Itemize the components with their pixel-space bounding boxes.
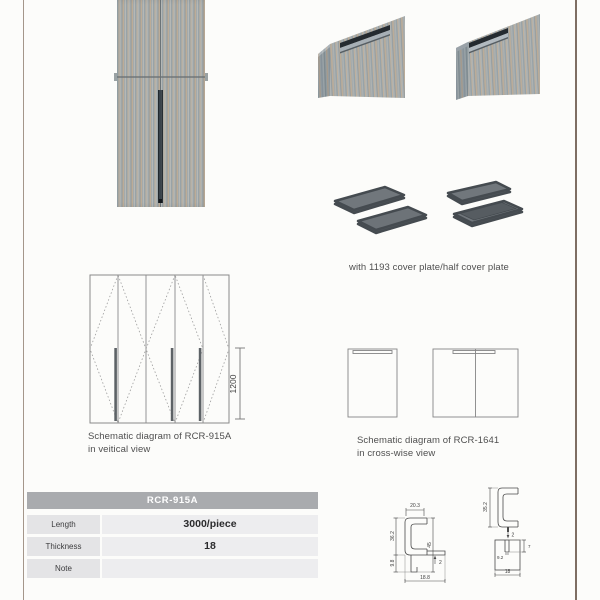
- fold-direction-lines: [90, 275, 229, 423]
- cover-plate-top: [335, 187, 404, 210]
- panel-seam-tab-right: [205, 73, 208, 81]
- dim-slot-depth: 7: [528, 544, 531, 549]
- row-value: 3000/piece: [102, 515, 318, 534]
- row-label: Note: [27, 559, 100, 578]
- panel-horizontal-seam: [117, 76, 205, 78]
- product-photo-door-corner-right: [448, 6, 548, 104]
- profile-tongue: [507, 527, 509, 532]
- dim-bottom: 18: [504, 569, 511, 575]
- door-front-face: [468, 14, 540, 96]
- dim-right: 45: [427, 542, 433, 548]
- row-label: Length: [27, 515, 100, 534]
- dim-bottom: 18.8: [420, 575, 430, 581]
- dim-left: 36.2: [390, 531, 396, 541]
- table-row-thickness: [27, 537, 318, 556]
- product-photo-vertical-panel: [117, 0, 205, 207]
- recessed-handle-slot: [158, 90, 163, 203]
- gap-arrow: [507, 535, 510, 539]
- caption-rcr-915a: [88, 431, 278, 456]
- single-door-outline: [348, 349, 397, 417]
- dimension-label-1200: 1200: [228, 374, 238, 394]
- dim-gap: 2: [511, 532, 515, 539]
- double-door-handle: [453, 351, 495, 354]
- page-border-right: [575, 0, 577, 600]
- caption-rcr-915a-line2: in veitical view: [88, 443, 151, 455]
- gap-arrow: [434, 556, 437, 560]
- door-edge-face: [318, 44, 330, 98]
- profile-drawing-right: [478, 477, 543, 582]
- row-value: 18: [102, 537, 318, 556]
- product-photo-door-corner-left: [314, 10, 410, 102]
- profile-drawing-left: [383, 493, 458, 588]
- table-row-length: [27, 515, 318, 534]
- single-door-handle: [353, 351, 392, 354]
- dim-gap: 2: [439, 560, 442, 566]
- door-set-outline: [90, 275, 229, 423]
- cover-plates-photo-left: [330, 180, 435, 245]
- caption-cover-plates: with 1193 cover plate/half cover plate: [349, 262, 509, 273]
- dim-slot-width: 9.2: [497, 555, 504, 560]
- door-front-face: [330, 16, 405, 98]
- dim-top: 20.3: [410, 503, 420, 509]
- table-row-note: [27, 559, 318, 578]
- schematic-rcr-915a: [85, 270, 250, 430]
- cover-plates-photo-right: [438, 178, 538, 242]
- c-profile-outline: [498, 488, 518, 527]
- schematic-rcr-1641: [345, 345, 525, 425]
- caption-rcr-1641-line2: in cross-wise view: [357, 447, 436, 459]
- table-header: RCR-915A: [27, 492, 318, 509]
- caption-rcr-1641-line1: Schematic diagram of RCR-1641: [357, 435, 500, 446]
- caption-rcr-915a-line1: Schematic diagram of RCR-915A: [88, 431, 232, 442]
- dim-lower-left: 9.8: [390, 559, 396, 567]
- handle-profile-bars: [114, 348, 201, 421]
- door-division-lines: [118, 275, 203, 423]
- dim-left: 35.2: [483, 502, 489, 512]
- page-border-left: [23, 0, 24, 600]
- extension-lines: [393, 518, 445, 581]
- caption-rcr-1641: [357, 435, 547, 460]
- panel-seam-tab-left: [114, 73, 117, 81]
- row-value: [102, 559, 318, 578]
- row-label: Thickness: [27, 537, 100, 556]
